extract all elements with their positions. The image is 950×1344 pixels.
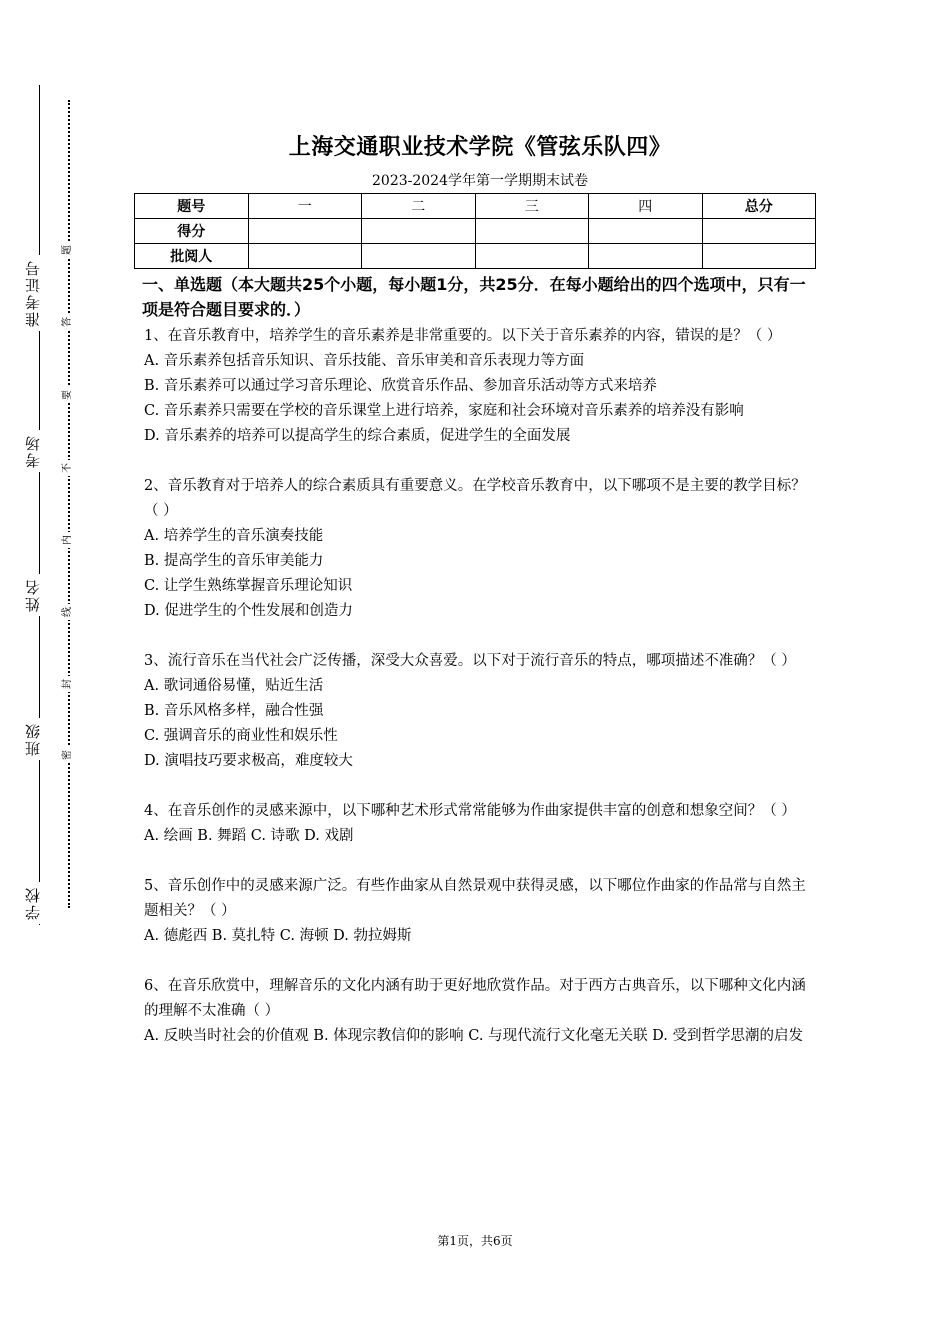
- seal-char: 线: [61, 604, 75, 620]
- question-options-inline: A. 德彪西 B. 莫扎特 C. 海顿 D. 勃拉姆斯: [144, 928, 412, 944]
- score-cell: [702, 219, 816, 244]
- seal-char: 答: [61, 314, 75, 330]
- score-table-header-row: [135, 194, 816, 219]
- question-option: A. 歌词通俗易懂，贴近生活: [144, 678, 324, 694]
- question-option: C. 让学生熟练掌握音乐理论知识: [144, 578, 353, 594]
- question-stem: 3、流行音乐在当代社会广泛传播，深受大众喜爱。以下对于流行音乐的特点，哪项描述不准确？（ ）: [144, 653, 796, 669]
- exam-content: [144, 272, 808, 1074]
- score-table-row: [135, 244, 816, 269]
- exam-subtitle: 2023-2024学年第一学期期末试卷: [372, 173, 588, 189]
- score-col-header: 一: [248, 194, 362, 219]
- score-col-header: 题号: [135, 194, 249, 219]
- question-option: C. 音乐素养只需要在学校的音乐课堂上进行培养，家庭和社会环境对音乐素养的培养没有影响: [144, 403, 744, 419]
- binding-solid-line: [39, 85, 40, 925]
- seal-char: 封: [61, 676, 75, 692]
- score-cell: [475, 244, 589, 269]
- score-col-header: 二: [362, 194, 476, 219]
- question-stem: 1、在音乐教育中，培养学生的音乐素养是非常重要的。以下关于音乐素养的内容，错误的是？（ ）: [144, 328, 782, 344]
- school-label: 学校: [22, 882, 56, 924]
- score-row-label: 批阅人: [135, 244, 249, 269]
- question-option: D. 促进学生的个性发展和创造力: [144, 603, 353, 619]
- question-5: [144, 874, 808, 949]
- question-option: B. 音乐风格多样，融合性强: [144, 703, 324, 719]
- question-option: B. 音乐素养可以通过学习音乐理论、欣赏音乐作品、参加音乐活动等方式来培养: [144, 378, 657, 394]
- score-table-row: [135, 219, 816, 244]
- question-stem: 4、在音乐创作的灵感来源中，以下哪种艺术形式常常能够为作曲家提供丰富的创意和想象空间？（ ）: [144, 803, 796, 819]
- score-row-label: 得分: [135, 219, 249, 244]
- question-stem: 5、音乐创作中的灵感来源广泛。有些作曲家从自然景观中获得灵感，以下哪位作曲家的作品常与自然主题相关？（ ）: [144, 878, 806, 919]
- score-cell: [362, 219, 476, 244]
- question-options-inline: A. 绘画 B. 舞蹈 C. 诗歌 D. 戏剧: [144, 828, 354, 844]
- section-heading: 一、单选题（本大题共25个小题，每小题1分，共25分．在每小题给出的四个选项中，只有一项是符合题目要求的．）: [142, 275, 806, 319]
- score-cell: [475, 219, 589, 244]
- question-option: C. 强调音乐的商业性和娱乐性: [144, 728, 338, 744]
- exam-room-label: 考场: [22, 430, 56, 472]
- seal-char: 要: [61, 387, 75, 403]
- seal-char: 题: [61, 242, 75, 258]
- score-cell: [362, 244, 476, 269]
- seal-char: 密: [61, 747, 75, 763]
- class-label: 班级: [22, 718, 56, 760]
- question-option: A. 培养学生的音乐演奏技能: [144, 528, 324, 544]
- question-options-inline: A. 反映当时社会的价值观 B. 体现宗教信仰的影响 C. 与现代流行文化毫无关联 D. 受到哲学思潮的启发: [144, 1028, 804, 1044]
- question-option: D. 演唱技巧要求极高，难度较大: [144, 753, 353, 769]
- score-cell: [702, 244, 816, 269]
- score-table: [134, 193, 816, 269]
- question-stem: 6、在音乐欣赏中，理解音乐的文化内涵有助于更好地欣赏作品。对于西方古典音乐，以下哪种文化内涵的理解不太准确（ ）: [144, 978, 806, 1019]
- score-cell: [248, 219, 362, 244]
- seal-char: 不: [61, 460, 75, 476]
- seal-char: 内: [61, 532, 75, 548]
- question-option: A. 音乐素养包括音乐知识、音乐技能、音乐审美和音乐表现力等方面: [144, 353, 585, 369]
- admission-number-label: 准考证号: [22, 255, 56, 331]
- page-number: 第1页，共6页: [437, 1234, 513, 1248]
- score-col-header: 三: [475, 194, 589, 219]
- question-option: B. 提高学生的音乐审美能力: [144, 553, 324, 569]
- score-cell: [248, 244, 362, 269]
- seal-dotted-line: [68, 100, 70, 908]
- question-3: [144, 649, 808, 774]
- question-6: [144, 974, 808, 1049]
- score-cell: [589, 244, 703, 269]
- question-1: [144, 324, 808, 449]
- score-col-header: 总分: [702, 194, 816, 219]
- question-stem: 2、音乐教育对于培养人的综合素质具有重要意义。在学校音乐教育中，以下哪项不是主要的教学目标？（ ）: [144, 478, 806, 519]
- score-cell: [589, 219, 703, 244]
- question-4: [144, 799, 808, 849]
- question-2: [144, 474, 808, 624]
- binding-margin: [0, 0, 110, 1344]
- exam-title: 上海交通职业技术学院《管弦乐队四》: [288, 135, 672, 160]
- question-option: D. 音乐素养的培养可以提高学生的综合素质，促进学生的全面发展: [144, 428, 571, 444]
- name-label: 姓名: [22, 574, 56, 616]
- score-col-header: 四: [589, 194, 703, 219]
